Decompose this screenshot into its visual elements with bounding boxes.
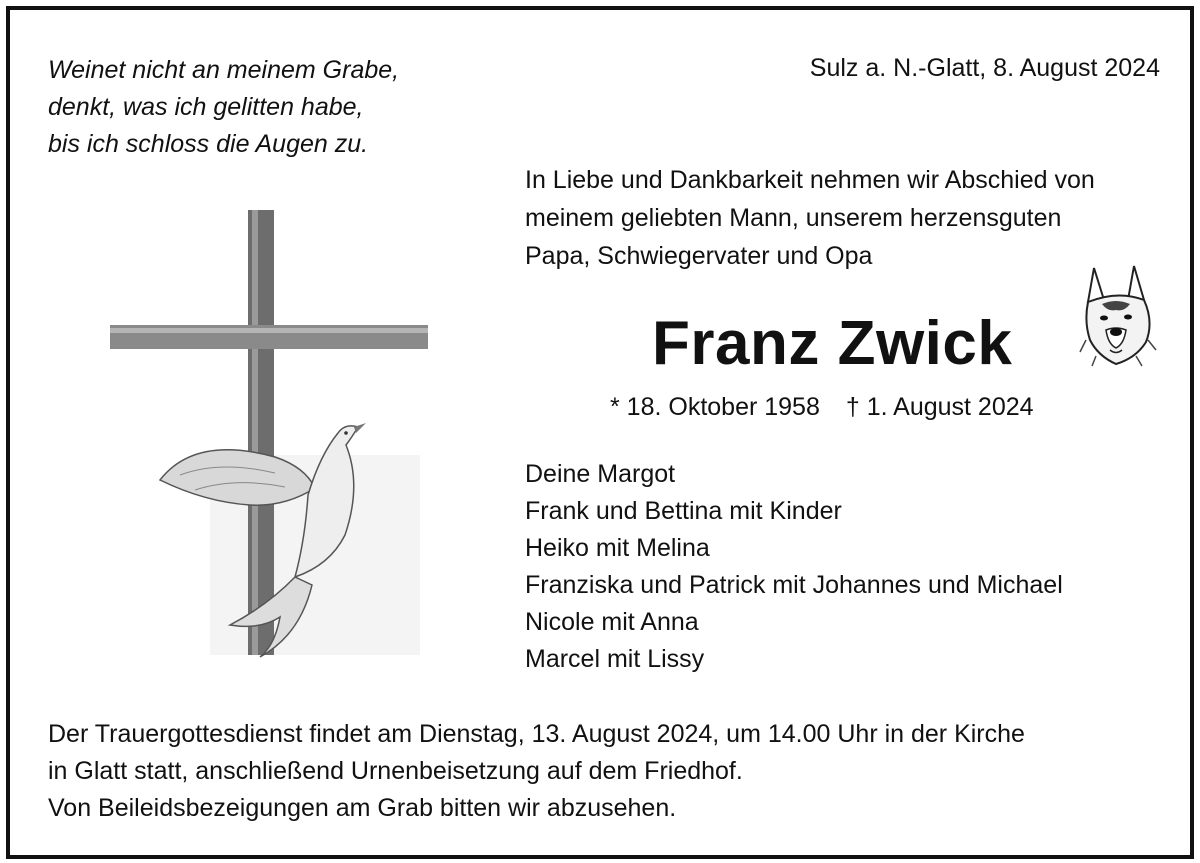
list-item: Frank und Bettina mit Kinder: [525, 497, 842, 525]
poem-line: bis ich schloss die Augen zu.: [48, 130, 369, 158]
poem-line: denkt, was ich gelitten habe,: [48, 93, 364, 121]
list-item: Heiko mit Melina: [525, 534, 710, 562]
intro-line: In Liebe und Dankbarkeit nehmen wir Abschied von: [525, 166, 1095, 194]
german-shepherd-icon: [1072, 260, 1164, 377]
service-line: Der Trauergottesdienst findet am Dienstag, 13. August 2024, um 14.00 Uhr in der Kirche: [48, 720, 1025, 748]
poem-line: Weinet nicht an meinem Grabe,: [48, 56, 400, 84]
intro-text: [525, 161, 1175, 275]
list-item: Nicole mit Anna: [525, 608, 699, 636]
deceased-name: Franz Zwick: [652, 309, 1013, 378]
list-item: Franziska und Patrick mit Johannes und Michael: [525, 571, 1063, 599]
list-item: Marcel mit Lissy: [525, 645, 705, 673]
obituary-card: [6, 6, 1194, 859]
family-list: [525, 456, 1063, 678]
life-dates: [610, 393, 1034, 422]
service-line: Von Beileidsbezeigungen am Grab bitten wir abzusehen.: [48, 794, 677, 822]
cross-with-dove-icon: [100, 205, 440, 670]
intro-line: Papa, Schwiegervater und Opa: [525, 242, 873, 270]
poem: [48, 52, 399, 163]
death-date: † 1. August 2024: [845, 393, 1034, 421]
service-line: in Glatt statt, anschließend Urnenbeisetzung auf dem Friedhof.: [48, 757, 743, 785]
birth-date: * 18. Oktober 1958: [610, 393, 820, 421]
place-date: Sulz a. N.-Glatt, 8. August 2024: [809, 54, 1160, 82]
service-info: [48, 716, 1025, 827]
list-item: Deine Margot: [525, 460, 676, 488]
intro-line: meinem geliebten Mann, unserem herzensguten: [525, 204, 1062, 232]
